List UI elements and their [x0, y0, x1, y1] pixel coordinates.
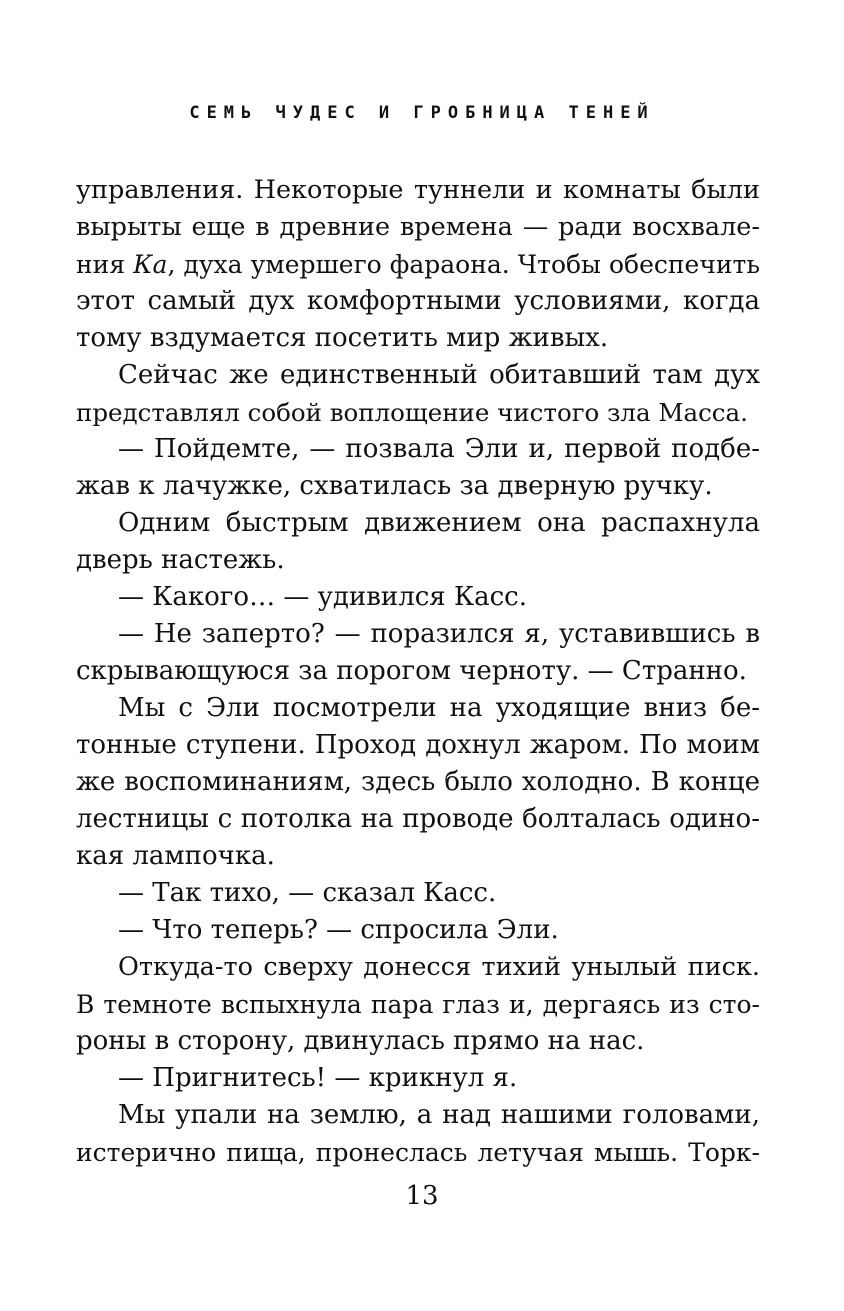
text-line [76, 246, 760, 283]
text-fragment: , духа умершего фараона. Чтобы обеспечить [167, 250, 760, 279]
text-line: жав к лачужке, схватилась за дверную ручку. [76, 471, 713, 501]
text-line: этот самый дух комфортными условиями, когда [76, 286, 760, 316]
text-line: Откуда-то сверху донесся тихий унылый писк. [118, 952, 760, 982]
page-number: 13 [405, 1181, 439, 1211]
text-line: — Так тихо, — сказал Касс. [118, 878, 497, 908]
text-line: — Что теперь? — спросила Эли. [118, 915, 559, 945]
text-line: — Какого… — удивился Касс. [118, 582, 527, 612]
text-fragment: ния [76, 250, 126, 279]
text-line: роны в сторону, двинулась прямо на нас. [76, 1026, 645, 1056]
text-line: лестницы с потолка на проводе болталась одино- [76, 804, 760, 834]
running-title: СЕМЬ ЧУДЕС И ГРОБНИЦА ТЕНЕЙ [189, 103, 655, 123]
italic-term-ka: Ка [133, 250, 168, 279]
text-line: Мы с Эли посмотрели на уходящие вниз бе- [118, 693, 760, 723]
text-line: скрывающуюся за порогом черноту. — Странно. [76, 656, 747, 686]
body-text [76, 172, 760, 1171]
text-line: В темноте вспыхнула пара глаз и, дергаясь из сто- [76, 990, 760, 1019]
text-line: вырыты еще в древние времена — ради восхвале- [76, 212, 760, 242]
text-line: же воспоминаниям, здесь было холодно. В конце [76, 767, 760, 797]
text-line: истерично пища, пронеслась летучая мышь. Торк- [76, 1138, 760, 1167]
text-line: Одним быстрым движением она распахнула [118, 508, 760, 538]
text-line: кая лампочка. [76, 841, 275, 871]
text-line: — Пригнитесь! — крикнул я. [118, 1063, 518, 1093]
text-line: дверь настежь. [76, 545, 285, 575]
text-line: тонные ступени. Проход дохнул жаром. По моим [76, 730, 760, 760]
text-line: управления. Некоторые туннели и комнаты были [76, 175, 760, 205]
text-line: тому вздумается посетить мир живых. [76, 323, 609, 353]
text-line: Сейчас же единственный обитавший там дух [118, 360, 760, 390]
text-line: — Пойдемте, — позвала Эли и, первой подбе- [118, 434, 760, 464]
text-line: — Не заперто? — поразился я, уставившись в [118, 619, 760, 649]
text-line: представлял собой воплощение чистого зла Масса. [76, 398, 748, 427]
text-line: Мы упали на землю, а над нашими головами, [118, 1100, 760, 1130]
